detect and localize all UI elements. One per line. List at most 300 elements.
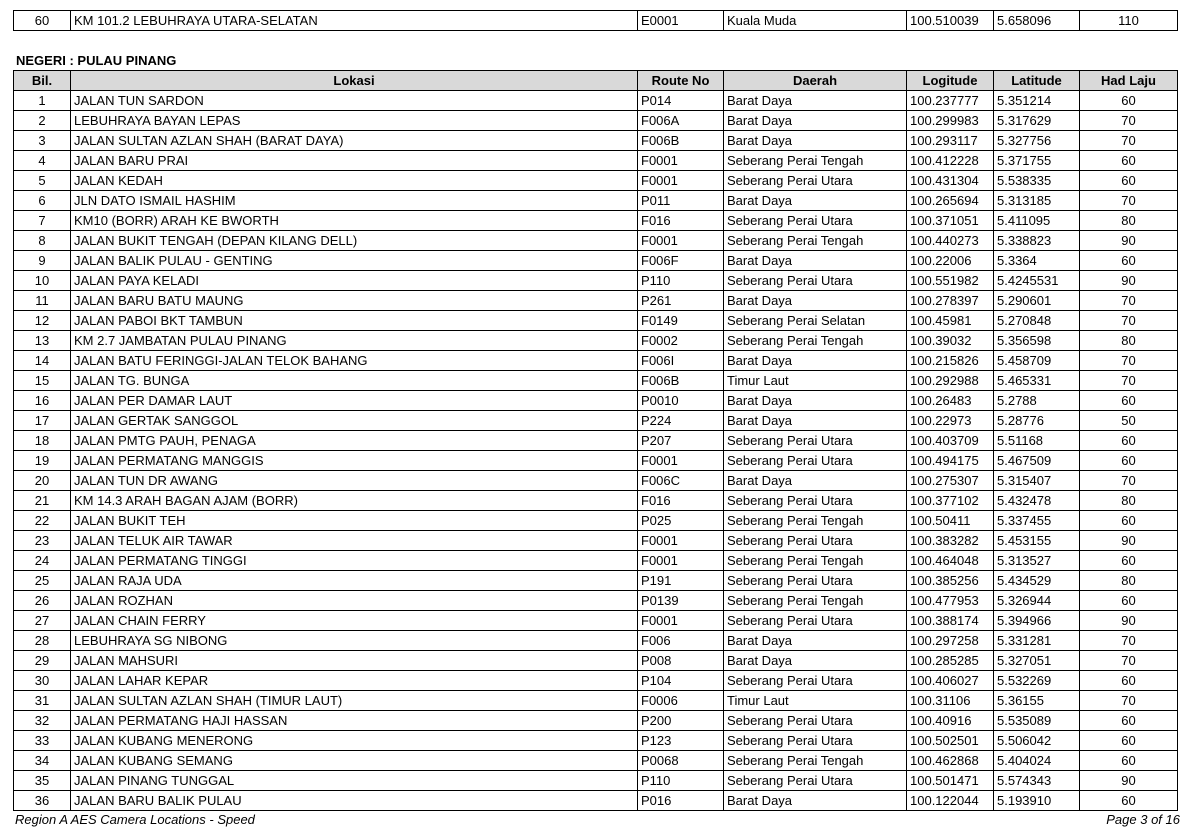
cell-speed-limit: 80 xyxy=(1080,571,1178,591)
table-row xyxy=(14,731,1178,751)
cell-latitude: 5.351214 xyxy=(994,91,1080,111)
cell-longitude: 100.22006 xyxy=(907,251,994,271)
cell-route: P011 xyxy=(638,191,724,211)
header-speed-limit: Had Laju xyxy=(1080,71,1178,91)
cell-route: F006 xyxy=(638,631,724,651)
previous-state-table xyxy=(13,10,1178,31)
cell-latitude: 5.338823 xyxy=(994,231,1080,251)
cell-daerah: Seberang Perai Tengah xyxy=(724,591,907,611)
cell-bil: 23 xyxy=(14,531,71,551)
cell-longitude: 100.237777 xyxy=(907,91,994,111)
cell-route: P110 xyxy=(638,771,724,791)
table-row xyxy=(14,331,1178,351)
cell-lokasi: JALAN PERMATANG HAJI HASSAN xyxy=(71,711,638,731)
cell-bil: 27 xyxy=(14,611,71,631)
cell-speed-limit: 60 xyxy=(1080,711,1178,731)
table-row xyxy=(14,751,1178,771)
cell-longitude: 100.388174 xyxy=(907,611,994,631)
cell-speed-limit: 50 xyxy=(1080,411,1178,431)
cell-route: F016 xyxy=(638,211,724,231)
cell-latitude: 5.506042 xyxy=(994,731,1080,751)
table-row xyxy=(14,271,1178,291)
cell-latitude: 5.270848 xyxy=(994,311,1080,331)
cell-bil: 33 xyxy=(14,731,71,751)
cell-speed-limit: 90 xyxy=(1080,771,1178,791)
header-route: Route No xyxy=(638,71,724,91)
table-row xyxy=(14,371,1178,391)
cell-lokasi: JALAN KEDAH xyxy=(71,171,638,191)
cell-bil: 9 xyxy=(14,251,71,271)
cell-bil: 28 xyxy=(14,631,71,651)
cell-latitude: 5.36155 xyxy=(994,691,1080,711)
cell-latitude: 5.3364 xyxy=(994,251,1080,271)
cell-bil: 29 xyxy=(14,651,71,671)
cell-lokasi: JALAN RAJA UDA xyxy=(71,571,638,591)
cell-daerah: Seberang Perai Tengah xyxy=(724,751,907,771)
table-row xyxy=(14,571,1178,591)
cell-latitude: 5.458709 xyxy=(994,351,1080,371)
cell-daerah: Seberang Perai Utara xyxy=(724,611,907,631)
cell-lokasi: JALAN TG. BUNGA xyxy=(71,371,638,391)
cell-bil: 4 xyxy=(14,151,71,171)
cell-longitude: 100.440273 xyxy=(907,231,994,251)
table-row xyxy=(14,451,1178,471)
cell-daerah: Seberang Perai Utara xyxy=(724,771,907,791)
cell-route: F006B xyxy=(638,371,724,391)
cell-latitude: 5.532269 xyxy=(994,671,1080,691)
cell-latitude: 5.465331 xyxy=(994,371,1080,391)
cell-route: F0001 xyxy=(638,611,724,631)
table-row xyxy=(14,131,1178,151)
cell-longitude: 100.385256 xyxy=(907,571,994,591)
cell-longitude: 100.551982 xyxy=(907,271,994,291)
cell-daerah: Seberang Perai Utara xyxy=(724,491,907,511)
cell-latitude: 5.331281 xyxy=(994,631,1080,651)
cell-latitude: 5.327051 xyxy=(994,651,1080,671)
cell-route: P025 xyxy=(638,511,724,531)
table-row xyxy=(14,671,1178,691)
table-row xyxy=(14,91,1178,111)
cell-daerah: Barat Daya xyxy=(724,411,907,431)
table-row xyxy=(14,291,1178,311)
cell-bil: 13 xyxy=(14,331,71,351)
table-row xyxy=(14,531,1178,551)
cell-longitude: 100.297258 xyxy=(907,631,994,651)
cell-latitude: 5.193910 xyxy=(994,791,1080,811)
table-row xyxy=(14,191,1178,211)
cell-bil: 8 xyxy=(14,231,71,251)
table-row xyxy=(14,111,1178,131)
cell-speed-limit: 70 xyxy=(1080,291,1178,311)
header-lokasi: Lokasi xyxy=(71,71,638,91)
cell-route: F0001 xyxy=(638,551,724,571)
cell-lokasi: JALAN PMTG PAUH, PENAGA xyxy=(71,431,638,451)
header-latitude: Latitude xyxy=(994,71,1080,91)
cell-daerah: Barat Daya xyxy=(724,651,907,671)
cell-route: F006B xyxy=(638,131,724,151)
cell-route: P0068 xyxy=(638,751,724,771)
cell-latitude: 5.574343 xyxy=(994,771,1080,791)
cell-lokasi: JALAN SULTAN AZLAN SHAH (TIMUR LAUT) xyxy=(71,691,638,711)
table-row xyxy=(14,711,1178,731)
table-row xyxy=(14,211,1178,231)
cell-longitude: 100.40916 xyxy=(907,711,994,731)
cell-bil: 22 xyxy=(14,511,71,531)
cell-bil: 10 xyxy=(14,271,71,291)
table-body xyxy=(14,91,1178,811)
cell-route: P110 xyxy=(638,271,724,291)
cell-bil: 30 xyxy=(14,671,71,691)
table-row xyxy=(14,411,1178,431)
cell-longitude: 100.494175 xyxy=(907,451,994,471)
cell-daerah: Seberang Perai Tengah xyxy=(724,151,907,171)
cell-lokasi: JALAN BATU FERINGGI-JALAN TELOK BAHANG xyxy=(71,351,638,371)
cell-latitude: 5.28776 xyxy=(994,411,1080,431)
cell-latitude: 5.315407 xyxy=(994,471,1080,491)
cell-lokasi: JALAN KUBANG SEMANG xyxy=(71,751,638,771)
cell-longitude: 100.39032 xyxy=(907,331,994,351)
cell-bil: 5 xyxy=(14,171,71,191)
cell-speed-limit: 90 xyxy=(1080,231,1178,251)
cell-speed-limit: 90 xyxy=(1080,271,1178,291)
cell-latitude: 5.313527 xyxy=(994,551,1080,571)
cell-latitude: 5.394966 xyxy=(994,611,1080,631)
cell-daerah: Seberang Perai Utara xyxy=(724,531,907,551)
cell-route: F006F xyxy=(638,251,724,271)
cell-speed-limit: 110 xyxy=(1080,11,1178,31)
cell-lokasi: JALAN BUKIT TEH xyxy=(71,511,638,531)
table-row xyxy=(14,491,1178,511)
cell-speed-limit: 70 xyxy=(1080,631,1178,651)
cell-speed-limit: 70 xyxy=(1080,111,1178,131)
cell-longitude: 100.431304 xyxy=(907,171,994,191)
cell-longitude: 100.215826 xyxy=(907,351,994,371)
cell-lokasi: JALAN GERTAK SANGGOL xyxy=(71,411,638,431)
cell-lokasi: JALAN PER DAMAR LAUT xyxy=(71,391,638,411)
cell-speed-limit: 60 xyxy=(1080,91,1178,111)
table-row xyxy=(14,11,1178,31)
cell-speed-limit: 70 xyxy=(1080,131,1178,151)
cell-longitude: 100.464048 xyxy=(907,551,994,571)
cell-route: P207 xyxy=(638,431,724,451)
cell-speed-limit: 60 xyxy=(1080,551,1178,571)
cell-bil: 60 xyxy=(14,11,71,31)
cell-daerah: Seberang Perai Utara xyxy=(724,431,907,451)
cell-route: P200 xyxy=(638,711,724,731)
cell-daerah: Seberang Perai Utara xyxy=(724,571,907,591)
cell-route: P261 xyxy=(638,291,724,311)
cell-lokasi: KM 2.7 JAMBATAN PULAU PINANG xyxy=(71,331,638,351)
cell-bil: 1 xyxy=(14,91,71,111)
cell-speed-limit: 60 xyxy=(1080,451,1178,471)
cell-daerah: Seberang Perai Tengah xyxy=(724,551,907,571)
cell-daerah: Barat Daya xyxy=(724,351,907,371)
cell-latitude: 5.290601 xyxy=(994,291,1080,311)
cell-latitude: 5.434529 xyxy=(994,571,1080,591)
cell-speed-limit: 60 xyxy=(1080,171,1178,191)
cell-daerah: Seberang Perai Utara xyxy=(724,271,907,291)
cell-speed-limit: 70 xyxy=(1080,311,1178,331)
cell-route: F0006 xyxy=(638,691,724,711)
cell-longitude: 100.278397 xyxy=(907,291,994,311)
cell-bil: 2 xyxy=(14,111,71,131)
cell-lokasi: JALAN BALIK PULAU - GENTING xyxy=(71,251,638,271)
cell-lokasi: JALAN LAHAR KEPAR xyxy=(71,671,638,691)
cell-longitude: 100.477953 xyxy=(907,591,994,611)
cell-longitude: 100.403709 xyxy=(907,431,994,451)
cell-speed-limit: 70 xyxy=(1080,471,1178,491)
table-row xyxy=(14,171,1178,191)
header-bil: Bil. xyxy=(14,71,71,91)
cell-lokasi: JALAN BARU PRAI xyxy=(71,151,638,171)
cell-daerah: Barat Daya xyxy=(724,131,907,151)
cell-lokasi: JALAN BUKIT TENGAH (DEPAN KILANG DELL) xyxy=(71,231,638,251)
cell-lokasi: JALAN TUN SARDON xyxy=(71,91,638,111)
cell-daerah: Timur Laut xyxy=(724,371,907,391)
table-row xyxy=(14,151,1178,171)
cell-speed-limit: 70 xyxy=(1080,351,1178,371)
cell-route: P104 xyxy=(638,671,724,691)
cell-route: P008 xyxy=(638,651,724,671)
table-row xyxy=(14,311,1178,331)
cell-longitude: 100.383282 xyxy=(907,531,994,551)
cell-bil: 24 xyxy=(14,551,71,571)
cell-longitude: 100.275307 xyxy=(907,471,994,491)
cell-route: P224 xyxy=(638,411,724,431)
cell-latitude: 5.467509 xyxy=(994,451,1080,471)
cell-lokasi: JALAN CHAIN FERRY xyxy=(71,611,638,631)
cell-longitude: 100.406027 xyxy=(907,671,994,691)
cell-speed-limit: 60 xyxy=(1080,791,1178,811)
cell-speed-limit: 80 xyxy=(1080,331,1178,351)
cell-bil: 32 xyxy=(14,711,71,731)
cell-speed-limit: 60 xyxy=(1080,511,1178,531)
table-row xyxy=(14,231,1178,251)
cell-route: F0001 xyxy=(638,151,724,171)
cell-daerah: Kuala Muda xyxy=(724,11,907,31)
cell-speed-limit: 70 xyxy=(1080,691,1178,711)
cell-route: F016 xyxy=(638,491,724,511)
cell-latitude: 5.658096 xyxy=(994,11,1080,31)
cell-longitude: 100.502501 xyxy=(907,731,994,751)
cell-speed-limit: 60 xyxy=(1080,391,1178,411)
cell-latitude: 5.453155 xyxy=(994,531,1080,551)
cell-longitude: 100.510039 xyxy=(907,11,994,31)
cell-lokasi: JALAN MAHSURI xyxy=(71,651,638,671)
cell-latitude: 5.411095 xyxy=(994,211,1080,231)
cell-daerah: Barat Daya xyxy=(724,391,907,411)
cell-longitude: 100.293117 xyxy=(907,131,994,151)
cell-lokasi: JALAN PERMATANG TINGGI xyxy=(71,551,638,571)
cell-daerah: Seberang Perai Utara xyxy=(724,171,907,191)
cell-route: P123 xyxy=(638,731,724,751)
cell-speed-limit: 90 xyxy=(1080,611,1178,631)
cell-longitude: 100.371051 xyxy=(907,211,994,231)
cell-daerah: Barat Daya xyxy=(724,791,907,811)
cell-longitude: 100.265694 xyxy=(907,191,994,211)
cell-route: F0001 xyxy=(638,231,724,251)
cell-daerah: Seberang Perai Tengah xyxy=(724,511,907,531)
cell-latitude: 5.327756 xyxy=(994,131,1080,151)
cell-latitude: 5.356598 xyxy=(994,331,1080,351)
cell-longitude: 100.22973 xyxy=(907,411,994,431)
cell-longitude: 100.501471 xyxy=(907,771,994,791)
table-row xyxy=(14,251,1178,271)
cell-longitude: 100.26483 xyxy=(907,391,994,411)
cell-daerah: Barat Daya xyxy=(724,91,907,111)
table-row xyxy=(14,391,1178,411)
cell-speed-limit: 60 xyxy=(1080,251,1178,271)
cell-speed-limit: 70 xyxy=(1080,651,1178,671)
cell-daerah: Seberang Perai Tengah xyxy=(724,231,907,251)
camera-locations-table xyxy=(13,70,1178,811)
cell-speed-limit: 60 xyxy=(1080,671,1178,691)
cell-bil: 35 xyxy=(14,771,71,791)
header-longitude: Logitude xyxy=(907,71,994,91)
cell-speed-limit: 80 xyxy=(1080,491,1178,511)
cell-longitude: 100.285285 xyxy=(907,651,994,671)
cell-lokasi: JALAN PERMATANG MANGGIS xyxy=(71,451,638,471)
cell-route: F006A xyxy=(638,111,724,131)
cell-daerah: Barat Daya xyxy=(724,191,907,211)
cell-lokasi: KM 101.2 LEBUHRAYA UTARA-SELATAN xyxy=(71,11,638,31)
cell-route: P016 xyxy=(638,791,724,811)
cell-latitude: 5.337455 xyxy=(994,511,1080,531)
cell-daerah: Seberang Perai Utara xyxy=(724,211,907,231)
cell-lokasi: JALAN TUN DR AWANG xyxy=(71,471,638,491)
cell-lokasi: JALAN KUBANG MENERONG xyxy=(71,731,638,751)
cell-route: P014 xyxy=(638,91,724,111)
cell-daerah: Timur Laut xyxy=(724,691,907,711)
cell-daerah: Barat Daya xyxy=(724,111,907,131)
cell-latitude: 5.371755 xyxy=(994,151,1080,171)
cell-route: F006I xyxy=(638,351,724,371)
cell-lokasi: JALAN ROZHAN xyxy=(71,591,638,611)
cell-bil: 31 xyxy=(14,691,71,711)
table-row xyxy=(14,791,1178,811)
cell-longitude: 100.292988 xyxy=(907,371,994,391)
table-row xyxy=(14,511,1178,531)
cell-latitude: 5.4245531 xyxy=(994,271,1080,291)
cell-lokasi: JLN DATO ISMAIL HASHIM xyxy=(71,191,638,211)
cell-lokasi: JALAN TELUK AIR TAWAR xyxy=(71,531,638,551)
cell-lokasi: JALAN BARU BALIK PULAU xyxy=(71,791,638,811)
cell-speed-limit: 90 xyxy=(1080,531,1178,551)
cell-route: E0001 xyxy=(638,11,724,31)
cell-daerah: Barat Daya xyxy=(724,291,907,311)
cell-bil: 14 xyxy=(14,351,71,371)
cell-lokasi: JALAN PINANG TUNGGAL xyxy=(71,771,638,791)
cell-speed-limit: 60 xyxy=(1080,731,1178,751)
cell-speed-limit: 60 xyxy=(1080,751,1178,771)
cell-route: F0002 xyxy=(638,331,724,351)
cell-route: P191 xyxy=(638,571,724,591)
cell-lokasi: LEBUHRAYA BAYAN LEPAS xyxy=(71,111,638,131)
cell-bil: 20 xyxy=(14,471,71,491)
table-row xyxy=(14,551,1178,571)
cell-longitude: 100.377102 xyxy=(907,491,994,511)
table-row xyxy=(14,471,1178,491)
table-row xyxy=(14,591,1178,611)
cell-bil: 7 xyxy=(14,211,71,231)
cell-bil: 17 xyxy=(14,411,71,431)
cell-latitude: 5.538335 xyxy=(994,171,1080,191)
cell-bil: 11 xyxy=(14,291,71,311)
cell-longitude: 100.412228 xyxy=(907,151,994,171)
cell-bil: 34 xyxy=(14,751,71,771)
cell-route: P0139 xyxy=(638,591,724,611)
cell-latitude: 5.535089 xyxy=(994,711,1080,731)
cell-bil: 15 xyxy=(14,371,71,391)
cell-speed-limit: 70 xyxy=(1080,191,1178,211)
cell-longitude: 100.50411 xyxy=(907,511,994,531)
cell-route: F0149 xyxy=(638,311,724,331)
cell-bil: 16 xyxy=(14,391,71,411)
cell-lokasi: LEBUHRAYA SG NIBONG xyxy=(71,631,638,651)
cell-latitude: 5.313185 xyxy=(994,191,1080,211)
cell-speed-limit: 60 xyxy=(1080,591,1178,611)
cell-bil: 18 xyxy=(14,431,71,451)
cell-bil: 12 xyxy=(14,311,71,331)
cell-bil: 25 xyxy=(14,571,71,591)
cell-lokasi: JALAN BARU BATU MAUNG xyxy=(71,291,638,311)
cell-speed-limit: 60 xyxy=(1080,151,1178,171)
cell-bil: 26 xyxy=(14,591,71,611)
cell-longitude: 100.462868 xyxy=(907,751,994,771)
header-row xyxy=(14,71,1178,91)
cell-route: P0010 xyxy=(638,391,724,411)
state-heading: NEGERI : PULAU PINANG xyxy=(16,53,177,68)
cell-daerah: Seberang Perai Utara xyxy=(724,731,907,751)
cell-lokasi: JALAN PAYA KELADI xyxy=(71,271,638,291)
table-row xyxy=(14,431,1178,451)
cell-daerah: Barat Daya xyxy=(724,251,907,271)
cell-latitude: 5.326944 xyxy=(994,591,1080,611)
cell-daerah: Seberang Perai Utara xyxy=(724,451,907,471)
cell-daerah: Seberang Perai Utara xyxy=(724,711,907,731)
cell-lokasi: KM 14.3 ARAH BAGAN AJAM (BORR) xyxy=(71,491,638,511)
cell-bil: 36 xyxy=(14,791,71,811)
cell-latitude: 5.317629 xyxy=(994,111,1080,131)
cell-latitude: 5.51168 xyxy=(994,431,1080,451)
cell-daerah: Barat Daya xyxy=(724,631,907,651)
table-row xyxy=(14,631,1178,651)
cell-lokasi: JALAN PABOI BKT TAMBUN xyxy=(71,311,638,331)
cell-speed-limit: 60 xyxy=(1080,431,1178,451)
table-row xyxy=(14,691,1178,711)
cell-route: F0001 xyxy=(638,451,724,471)
cell-route: F0001 xyxy=(638,531,724,551)
cell-bil: 3 xyxy=(14,131,71,151)
footer-title: Region A AES Camera Locations - Speed xyxy=(15,812,255,827)
page-number: Page 3 of 16 xyxy=(1106,812,1180,827)
cell-lokasi: JALAN SULTAN AZLAN SHAH (BARAT DAYA) xyxy=(71,131,638,151)
table-row xyxy=(14,351,1178,371)
cell-daerah: Seberang Perai Selatan xyxy=(724,311,907,331)
cell-longitude: 100.122044 xyxy=(907,791,994,811)
cell-longitude: 100.299983 xyxy=(907,111,994,131)
cell-lokasi: KM10 (BORR) ARAH KE BWORTH xyxy=(71,211,638,231)
cell-speed-limit: 70 xyxy=(1080,371,1178,391)
cell-daerah: Seberang Perai Utara xyxy=(724,671,907,691)
cell-latitude: 5.432478 xyxy=(994,491,1080,511)
header-daerah: Daerah xyxy=(724,71,907,91)
cell-latitude: 5.2788 xyxy=(994,391,1080,411)
table-row xyxy=(14,611,1178,631)
table-row xyxy=(14,651,1178,671)
cell-daerah: Barat Daya xyxy=(724,471,907,491)
cell-longitude: 100.45981 xyxy=(907,311,994,331)
